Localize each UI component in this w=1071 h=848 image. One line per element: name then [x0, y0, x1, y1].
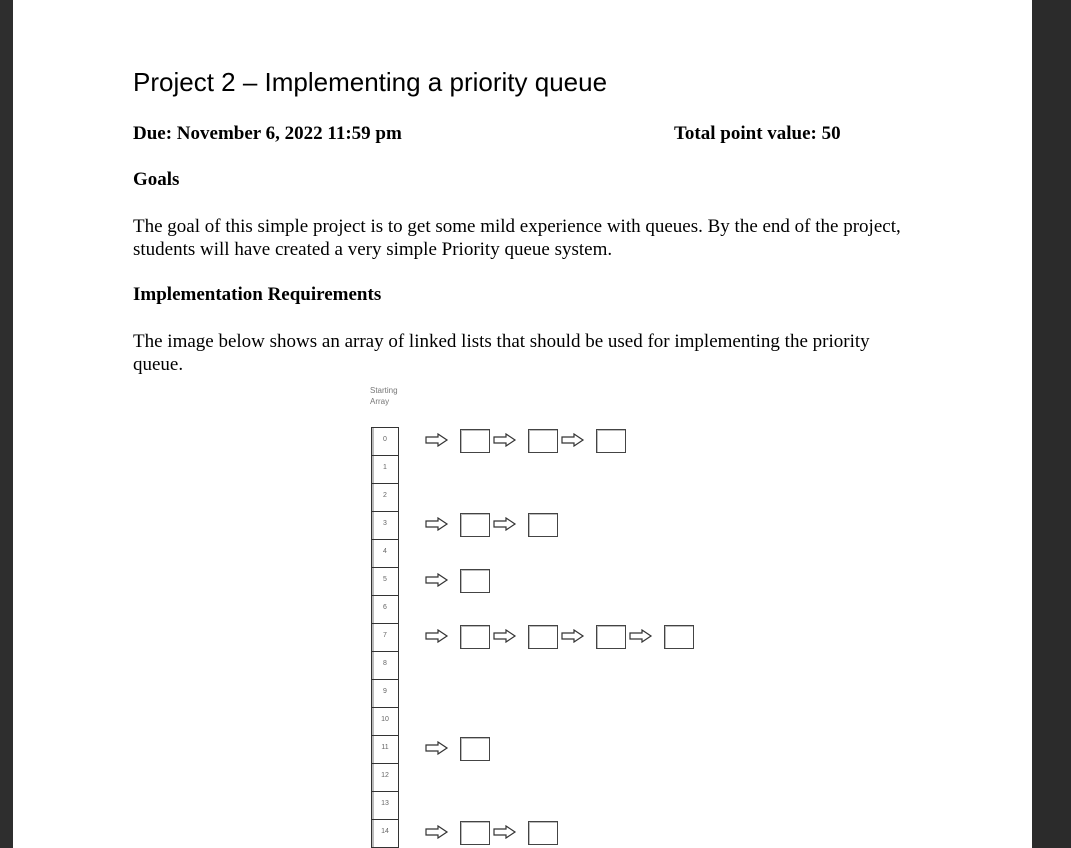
array-index-label: 4: [383, 548, 387, 555]
array-cell: [372, 736, 398, 764]
array-cell: [372, 792, 398, 820]
array-cell: [372, 484, 398, 512]
pointer-arrow-icon: [493, 629, 517, 643]
impl-line: The image below shows an array of linked lists that should be used for implementing the priority: [133, 331, 870, 352]
list-node: [460, 625, 490, 649]
array-index-label: 7: [383, 632, 387, 639]
array-cell: [372, 708, 398, 736]
array-index-label: 6: [383, 604, 387, 611]
left-gutter: [0, 0, 13, 848]
array-index-label: 0: [383, 436, 387, 443]
array-index-label: 12: [381, 772, 389, 779]
array-index-label: 13: [381, 800, 389, 807]
pointer-arrow-icon: [493, 517, 517, 531]
goals-paragraph: [133, 215, 953, 261]
page-title: Project 2 – Implementing a priority queue: [133, 67, 608, 97]
impl-line: queue.: [133, 354, 184, 375]
pointer-arrow-icon: [425, 433, 449, 447]
array-index-label: 8: [383, 660, 387, 667]
right-gutter: [1032, 0, 1071, 848]
goals-heading: Goals: [133, 169, 180, 190]
list-node: [528, 429, 558, 453]
pointer-arrow-icon: [493, 433, 517, 447]
array-cell: [372, 820, 398, 848]
array-index-label: 5: [383, 576, 387, 583]
array-cell: [372, 512, 398, 540]
list-node: [596, 429, 626, 453]
pointer-arrow-icon: [493, 825, 517, 839]
array-cell: [372, 680, 398, 708]
array-cell: [372, 764, 398, 792]
array-index-label: 10: [381, 716, 389, 723]
list-node: [596, 625, 626, 649]
list-node: [460, 513, 490, 537]
priority-queue-diagram: [365, 382, 705, 848]
array-label-line2: Array: [370, 397, 390, 406]
array-index-label: 1: [383, 464, 387, 471]
goals-line: The goal of this simple project is to get some mild experience with queues. By the end of the project,: [133, 216, 901, 237]
pointer-arrow-icon: [425, 629, 449, 643]
pointer-arrow-icon: [629, 629, 653, 643]
document-page: [13, 0, 1032, 848]
array-cell: [372, 568, 398, 596]
pointer-arrow-icon: [425, 517, 449, 531]
array-cell: [372, 596, 398, 624]
list-node: [460, 821, 490, 845]
array-index-label: 3: [383, 520, 387, 527]
list-node: [528, 625, 558, 649]
pointer-arrow-icon: [561, 629, 585, 643]
array-label-line1: Starting: [370, 386, 398, 395]
implementation-paragraph: [133, 330, 953, 376]
pointer-arrow-icon: [425, 573, 449, 587]
array-cell: [372, 428, 398, 456]
array-cell: [372, 540, 398, 568]
array-cell: [372, 624, 398, 652]
list-node: [664, 625, 694, 649]
list-node: [460, 737, 490, 761]
pointer-arrow-icon: [425, 741, 449, 755]
total-points: Total point value: 50: [674, 123, 841, 144]
due-date: Due: November 6, 2022 11:59 pm: [133, 123, 402, 144]
array-index-label: 9: [383, 688, 387, 695]
array-index-label: 2: [383, 492, 387, 499]
array-index-label: 14: [381, 828, 389, 835]
list-node: [528, 513, 558, 537]
list-node: [460, 429, 490, 453]
implementation-heading: Implementation Requirements: [133, 284, 382, 305]
array-index-label: 11: [381, 744, 389, 751]
starting-array: [371, 427, 399, 848]
array-cell: [372, 456, 398, 484]
pointer-arrow-icon: [561, 433, 585, 447]
pointer-arrow-icon: [425, 825, 449, 839]
list-node: [460, 569, 490, 593]
list-node: [528, 821, 558, 845]
array-cell: [372, 652, 398, 680]
goals-line: students will have created a very simple Priority queue system.: [133, 239, 613, 260]
